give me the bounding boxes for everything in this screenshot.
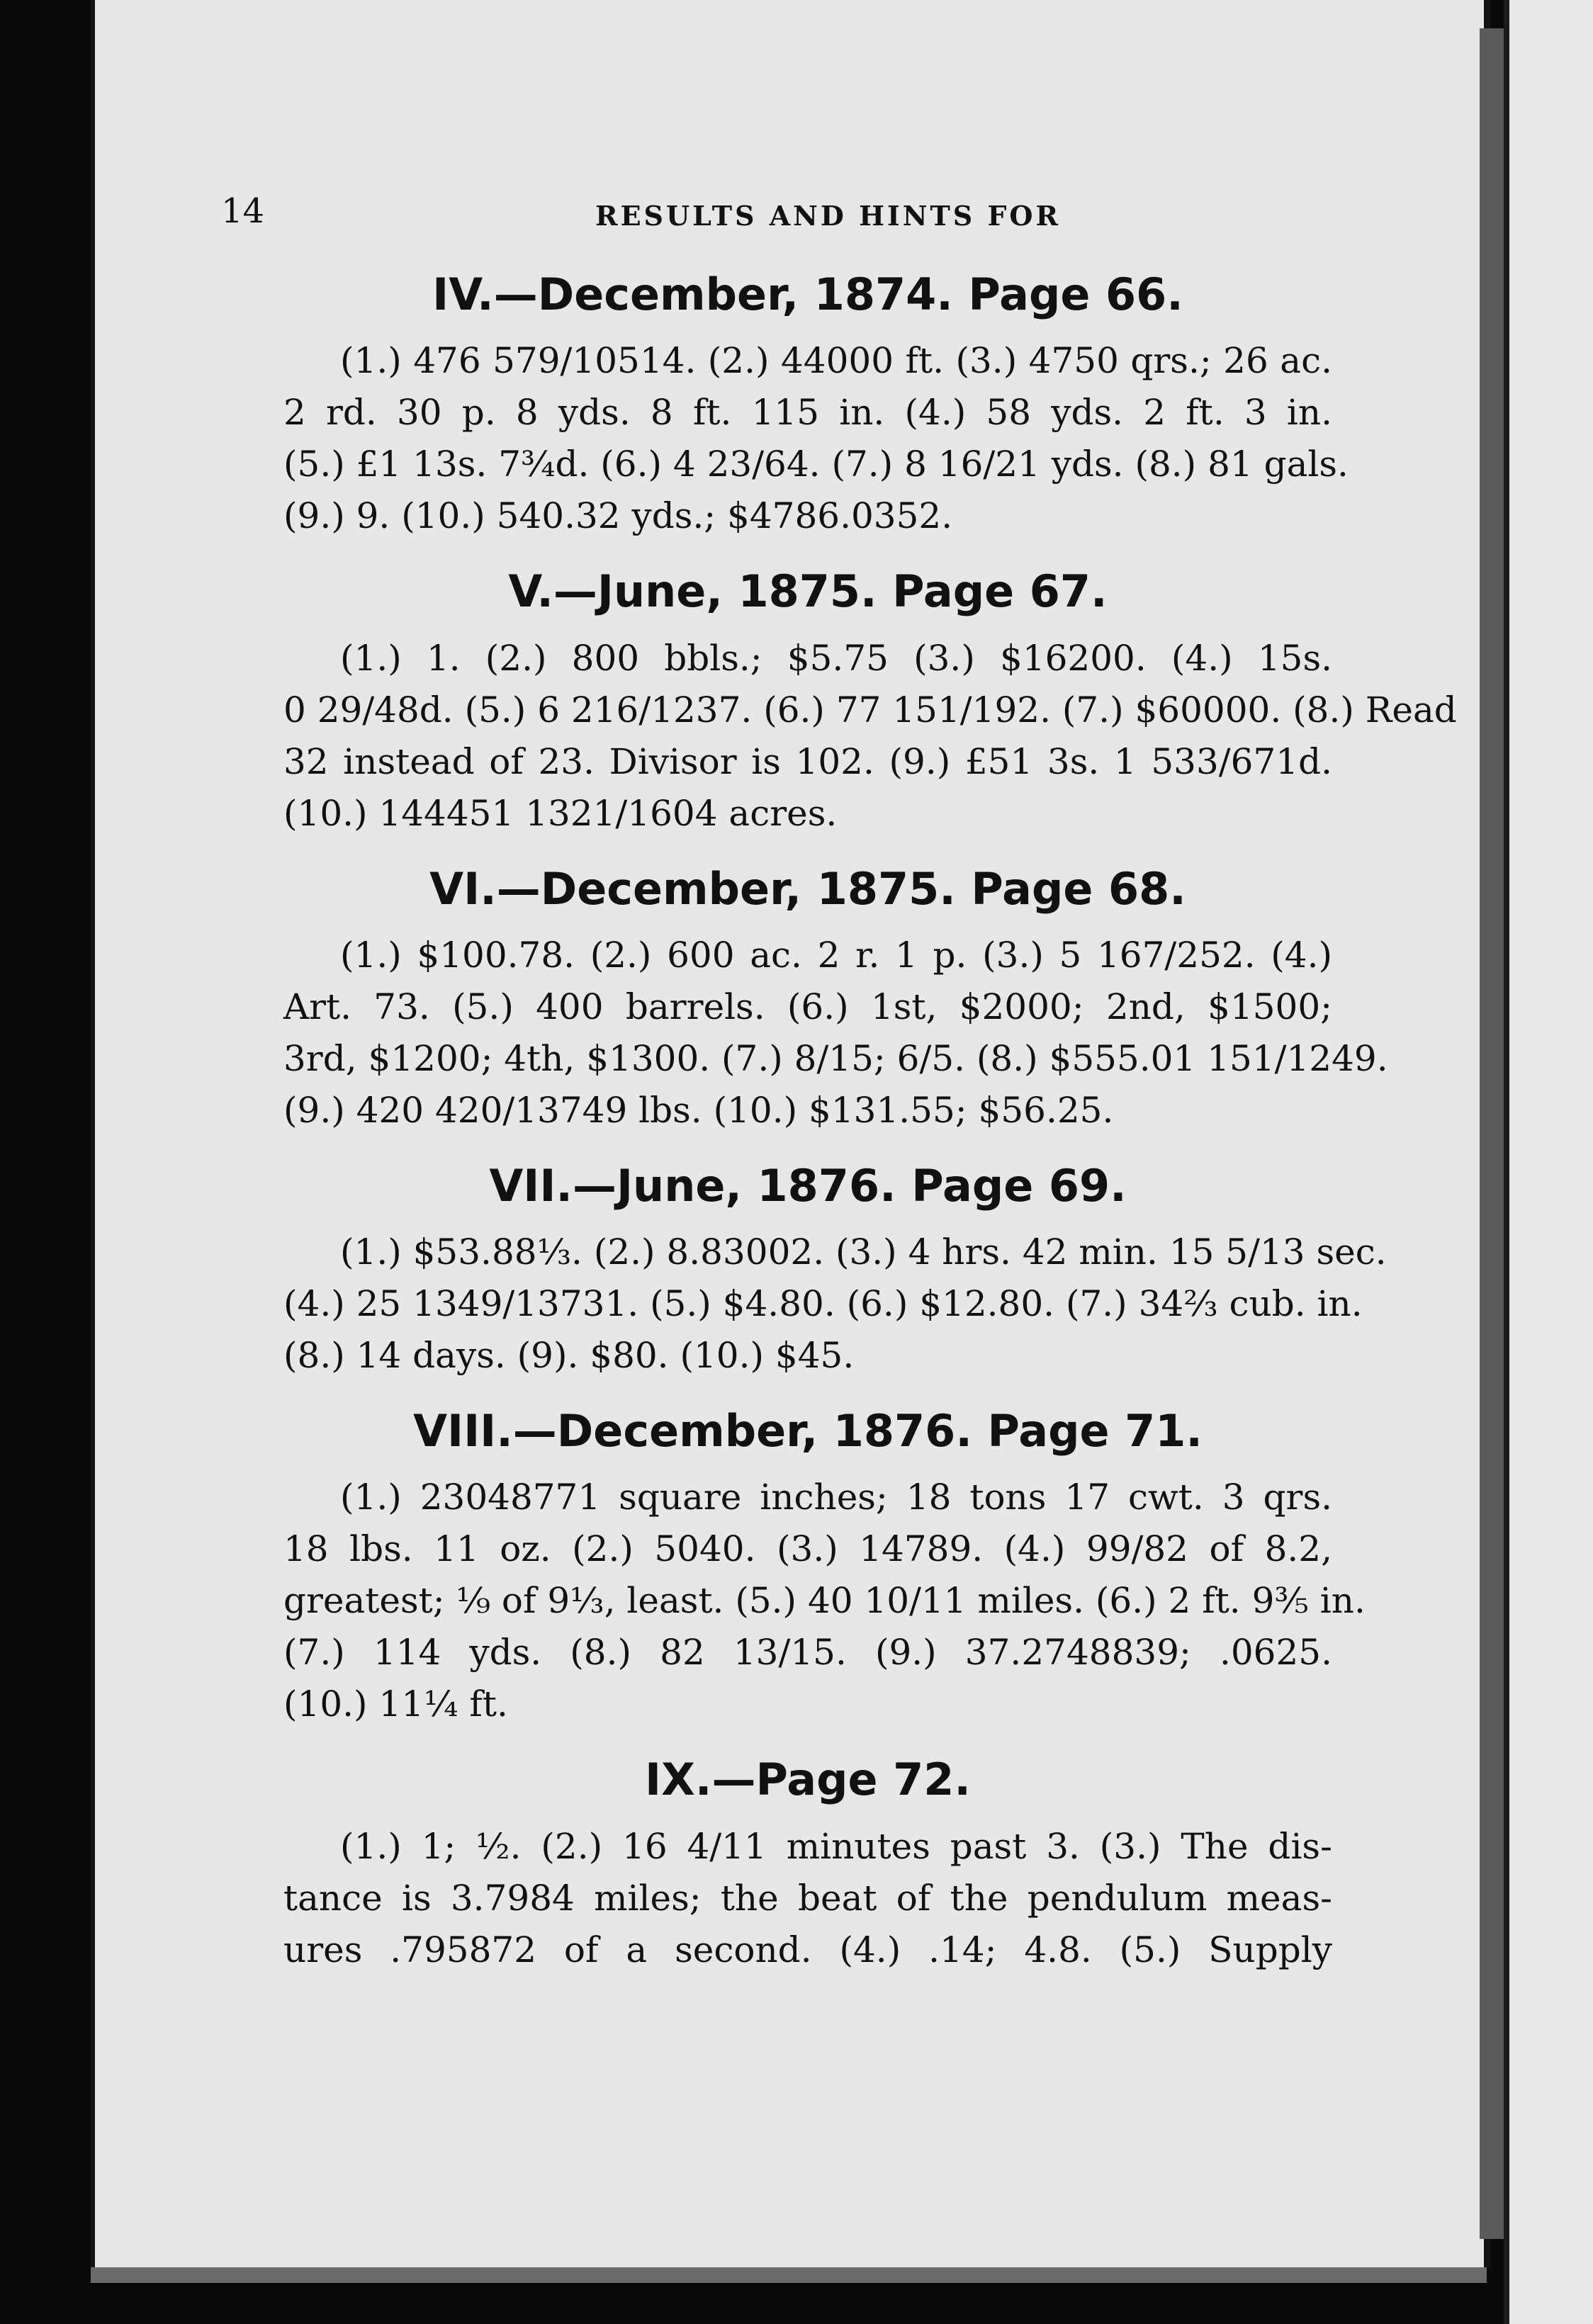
answer-line: (8.) 14 days. (9). $80. (10.) $45.: [283, 1335, 855, 1377]
answers-ix: [283, 1821, 1332, 1976]
answer-line: 2 rd. 30 p. 8 yds. 8 ft. 115 in. (4.) 58 yds. 2 ft. 3 in.: [283, 392, 1332, 434]
page-bottom-edge: [91, 2267, 1487, 2283]
section-heading-ix: IX.—Page 72.: [645, 1754, 971, 1806]
running-head: [0, 191, 1593, 234]
section-heading-vi: VI.—December, 1875. Page 68.: [429, 862, 1186, 915]
answer-line: Art. 73. (5.) 400 barrels. (6.) 1st, $2000; 2nd, $1500;: [283, 986, 1332, 1027]
answers-iv: [283, 335, 1349, 542]
answer-line: (9.) 9. (10.) 540.32 yds.; $4786.0352.: [283, 495, 953, 537]
answer-line: (1.) 1; ½. (2.) 16 4/11 minutes past 3. (3.) The dis-: [340, 1825, 1332, 1867]
section-heading-iv: IV.—December, 1874. Page 66.: [432, 269, 1183, 320]
answer-line: (1.) $100.78. (2.) 600 ac. 2 r. 1 p. (3.) 5 167/252. (4.): [340, 934, 1332, 976]
section-heading-viii: VIII.—December, 1876. Page 71.: [413, 1405, 1203, 1457]
facing-page-edge: [1504, 0, 1593, 2324]
answers-v: [283, 633, 1457, 840]
answer-line: 3rd, $1200; 4th, $1300. (7.) 8/15; 6/5. (8.) $555.01 151/1249.: [283, 1037, 1388, 1079]
answers-content: [283, 269, 1457, 2000]
answer-line: (1.) 23048771 square inches; 18 tons 17 cwt. 3 qrs.: [340, 1477, 1332, 1518]
answer-line: 0 29/48d. (5.) 6 216/1237. (6.) 77 151/192. (7.) $60000. (8.) Read: [283, 689, 1457, 731]
answer-line: ures .795872 of a second. (4.) .14; 4.8. (5.) Supply: [283, 1929, 1332, 1970]
answer-line: (7.) 114 yds. (8.) 82 13/15. (9.) 37.2748839; .0625.: [283, 1632, 1332, 1674]
section-heading-v: V.—June, 1875. Page 67.: [508, 565, 1108, 618]
answer-line: (10.) 11¼ ft.: [283, 1683, 508, 1725]
answer-line: (9.) 420 420/13749 lbs. (10.) $131.55; $56.25.: [283, 1089, 1114, 1131]
answers-vi: [283, 930, 1388, 1136]
page-number: 14: [221, 191, 265, 231]
answers-vii: [283, 1226, 1387, 1382]
page-fore-edge: [1480, 28, 1504, 2239]
answer-line: (1.) $53.88⅓. (2.) 8.83002. (3.) 4 hrs. 42 min. 15 5/13 sec.: [340, 1231, 1387, 1273]
section-heading-vii: VII.—June, 1876. Page 69.: [489, 1159, 1127, 1212]
answer-line: (4.) 25 1349/13731. (5.) $4.80. (6.) $12.80. (7.) 34⅔ cub. in.: [283, 1283, 1363, 1325]
answer-line: tance is 3.7984 miles; the beat of the pendulum meas-: [283, 1877, 1332, 1919]
answers-viii: [283, 1472, 1366, 1730]
answer-line: greatest; ⅑ of 9⅓, least. (5.) 40 10/11 miles. (6.) 2 ft. 9⅗ in.: [283, 1580, 1366, 1622]
answer-line: 18 lbs. 11 oz. (2.) 5040. (3.) 14789. (4.) 99/82 of 8.2,: [283, 1528, 1332, 1570]
answer-line: (1.) 476 579/10514. (2.) 44000 ft. (3.) 4750 qrs.; 26 ac.: [340, 340, 1332, 382]
running-title: RESULTS AND HINTS FOR: [595, 200, 1062, 232]
answer-line: 32 instead of 23. Divisor is 102. (9.) £51 3s. 1 533/671d.: [283, 740, 1332, 782]
answer-line: (10.) 144451 1321/1604 acres.: [283, 792, 838, 834]
answer-line: (5.) £1 13s. 7¾d. (6.) 4 23/64. (7.) 8 16/21 yds. (8.) 81 gals.: [283, 444, 1349, 485]
answer-line: (1.) 1. (2.) 800 bbls.; $5.75 (3.) $16200. (4.) 15s.: [340, 637, 1332, 679]
